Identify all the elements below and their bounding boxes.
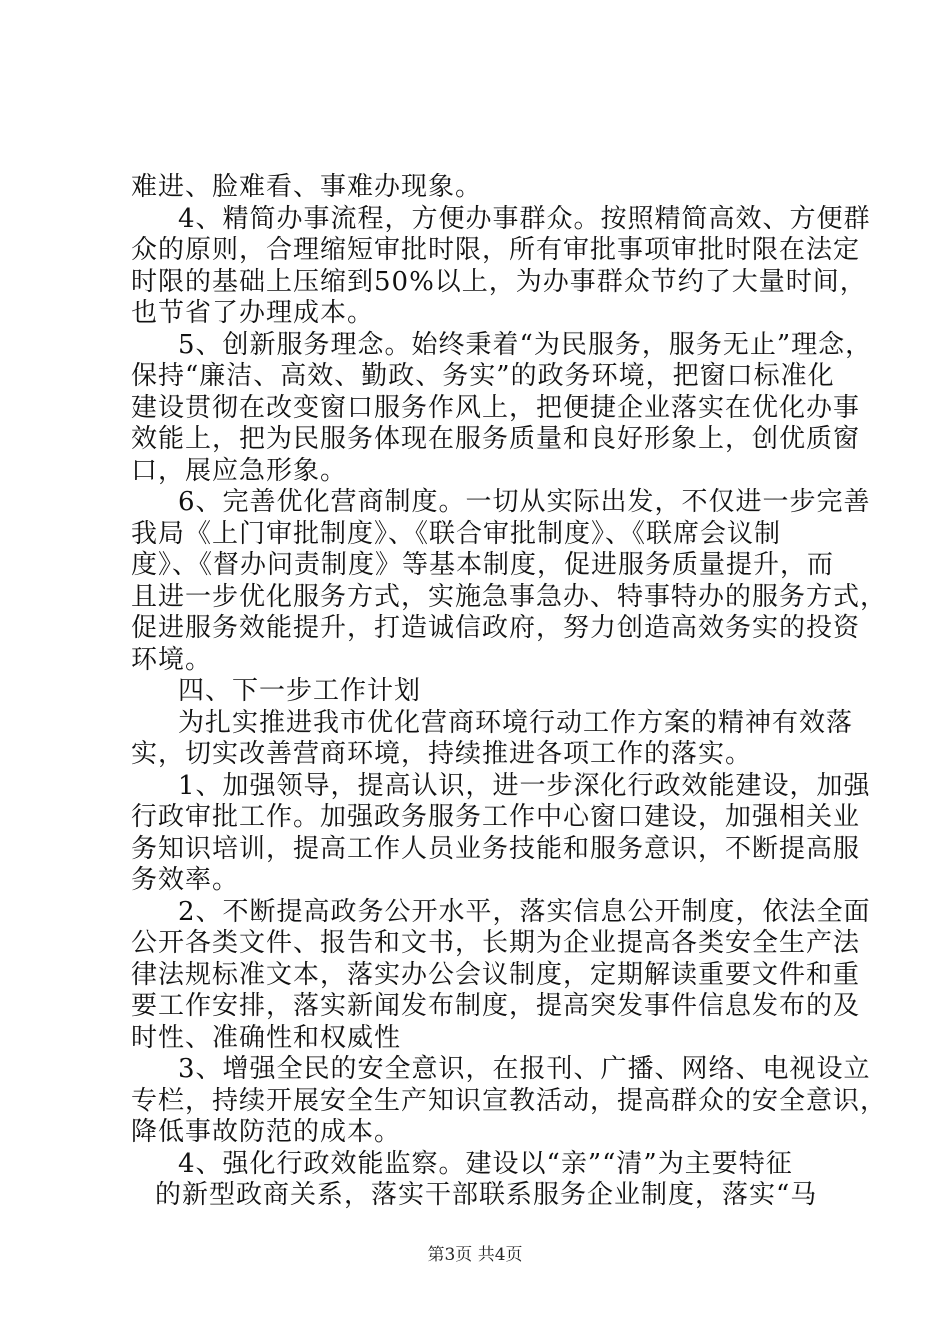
body-line: 时性、准确性和权威性 — [131, 1022, 402, 1053]
body-line: 要工作安排，落实新闻发布制度，提高突发事件信息发布的及 — [131, 991, 861, 1021]
body-line: 务效率。 — [131, 865, 240, 895]
body-line: 4、精简办事流程，方便办事群众。按照精简高效、方便群 — [178, 203, 871, 234]
body-line: 口，展应急形象。 — [131, 455, 348, 486]
body-line: 效能上，把为民服务体现在服务质量和良好形象上，创优质窗 — [131, 424, 861, 454]
body-line: 4、强化行政效能监察。建设以“亲”“清”为主要特征 — [178, 1148, 793, 1179]
body-line: 度》、《督办问责制度》等基本制度，促进服务质量提升，而 — [131, 550, 835, 580]
body-line: 促进服务效能提升，打造诚信政府，努力创造高效务实的投资 — [131, 613, 861, 643]
body-line: 行政审批工作。加强政务服务工作中心窗口建设，加强相关业 — [131, 802, 861, 832]
body-line: 1、加强领导，提高认识，进一步深化行政效能建设，加强 — [178, 770, 871, 801]
body-line: 保持“廉洁、高效、勤政、务实”的政务环境，把窗口标准化 — [131, 361, 835, 391]
body-line: 也节省了办理成本。 — [131, 298, 375, 328]
body-line: 实，切实改善营商环境，持续推进各项工作的落实。 — [131, 739, 753, 769]
body-line: 为扎实推进我市优化营商环境行动工作方案的精神有效落 — [178, 707, 854, 738]
body-line: 务知识培训，提高工作人员业务技能和服务意识，不断提高服 — [131, 833, 861, 864]
body-line: 我局《上门审批制度》、《联合审批制度》、《联席会议制 — [131, 518, 782, 549]
body-line: 6、完善优化营商制度。一切从实际出发，不仅进一步完善 — [178, 487, 871, 517]
body-line: 难进、脸难看、事难办现象。 — [131, 172, 483, 202]
body-line: 的新型政商关系，落实干部联系服务企业制度，落实“马 — [155, 1180, 818, 1210]
body-line: 律法规标准文本，落实办公会议制度，定期解读重要文件和重 — [131, 959, 861, 990]
body-line: 建设贯彻在改变窗口服务作风上，把便捷企业落实在优化办事 — [131, 392, 861, 423]
body-line: 5、创新服务理念。始终秉着“为民服务，服务无止”理念， — [178, 329, 873, 360]
body-line: 3、增强全民的安全意识，在报刊、广播、网络、电视设立 — [178, 1054, 871, 1084]
body-line: 降低事故防范的成本。 — [131, 1117, 402, 1147]
page-number-footer: 第3页 共4页 — [427, 1245, 523, 1265]
section-heading: 四、下一步工作计划 — [178, 676, 422, 706]
body-line: 环境。 — [131, 644, 213, 675]
body-line: 时限的基础上压缩到50%以上，为办事群众节约了大量时间， — [131, 266, 867, 297]
body-line: 2、不断提高政务公开水平，落实信息公开制度，依法全面 — [178, 896, 871, 927]
body-line: 且进一步优化服务方式，实施急事急办、特事特办的服务方式， — [131, 581, 888, 612]
body-line: 众的原则，合理缩短审批时限，所有审批事项审批时限在法定 — [131, 235, 861, 265]
body-line: 公开各类文件、报告和文书，长期为企业提高各类安全生产法 — [131, 928, 861, 958]
body-line: 专栏，持续开展安全生产知识宣教活动，提高群众的安全意识， — [131, 1085, 888, 1116]
